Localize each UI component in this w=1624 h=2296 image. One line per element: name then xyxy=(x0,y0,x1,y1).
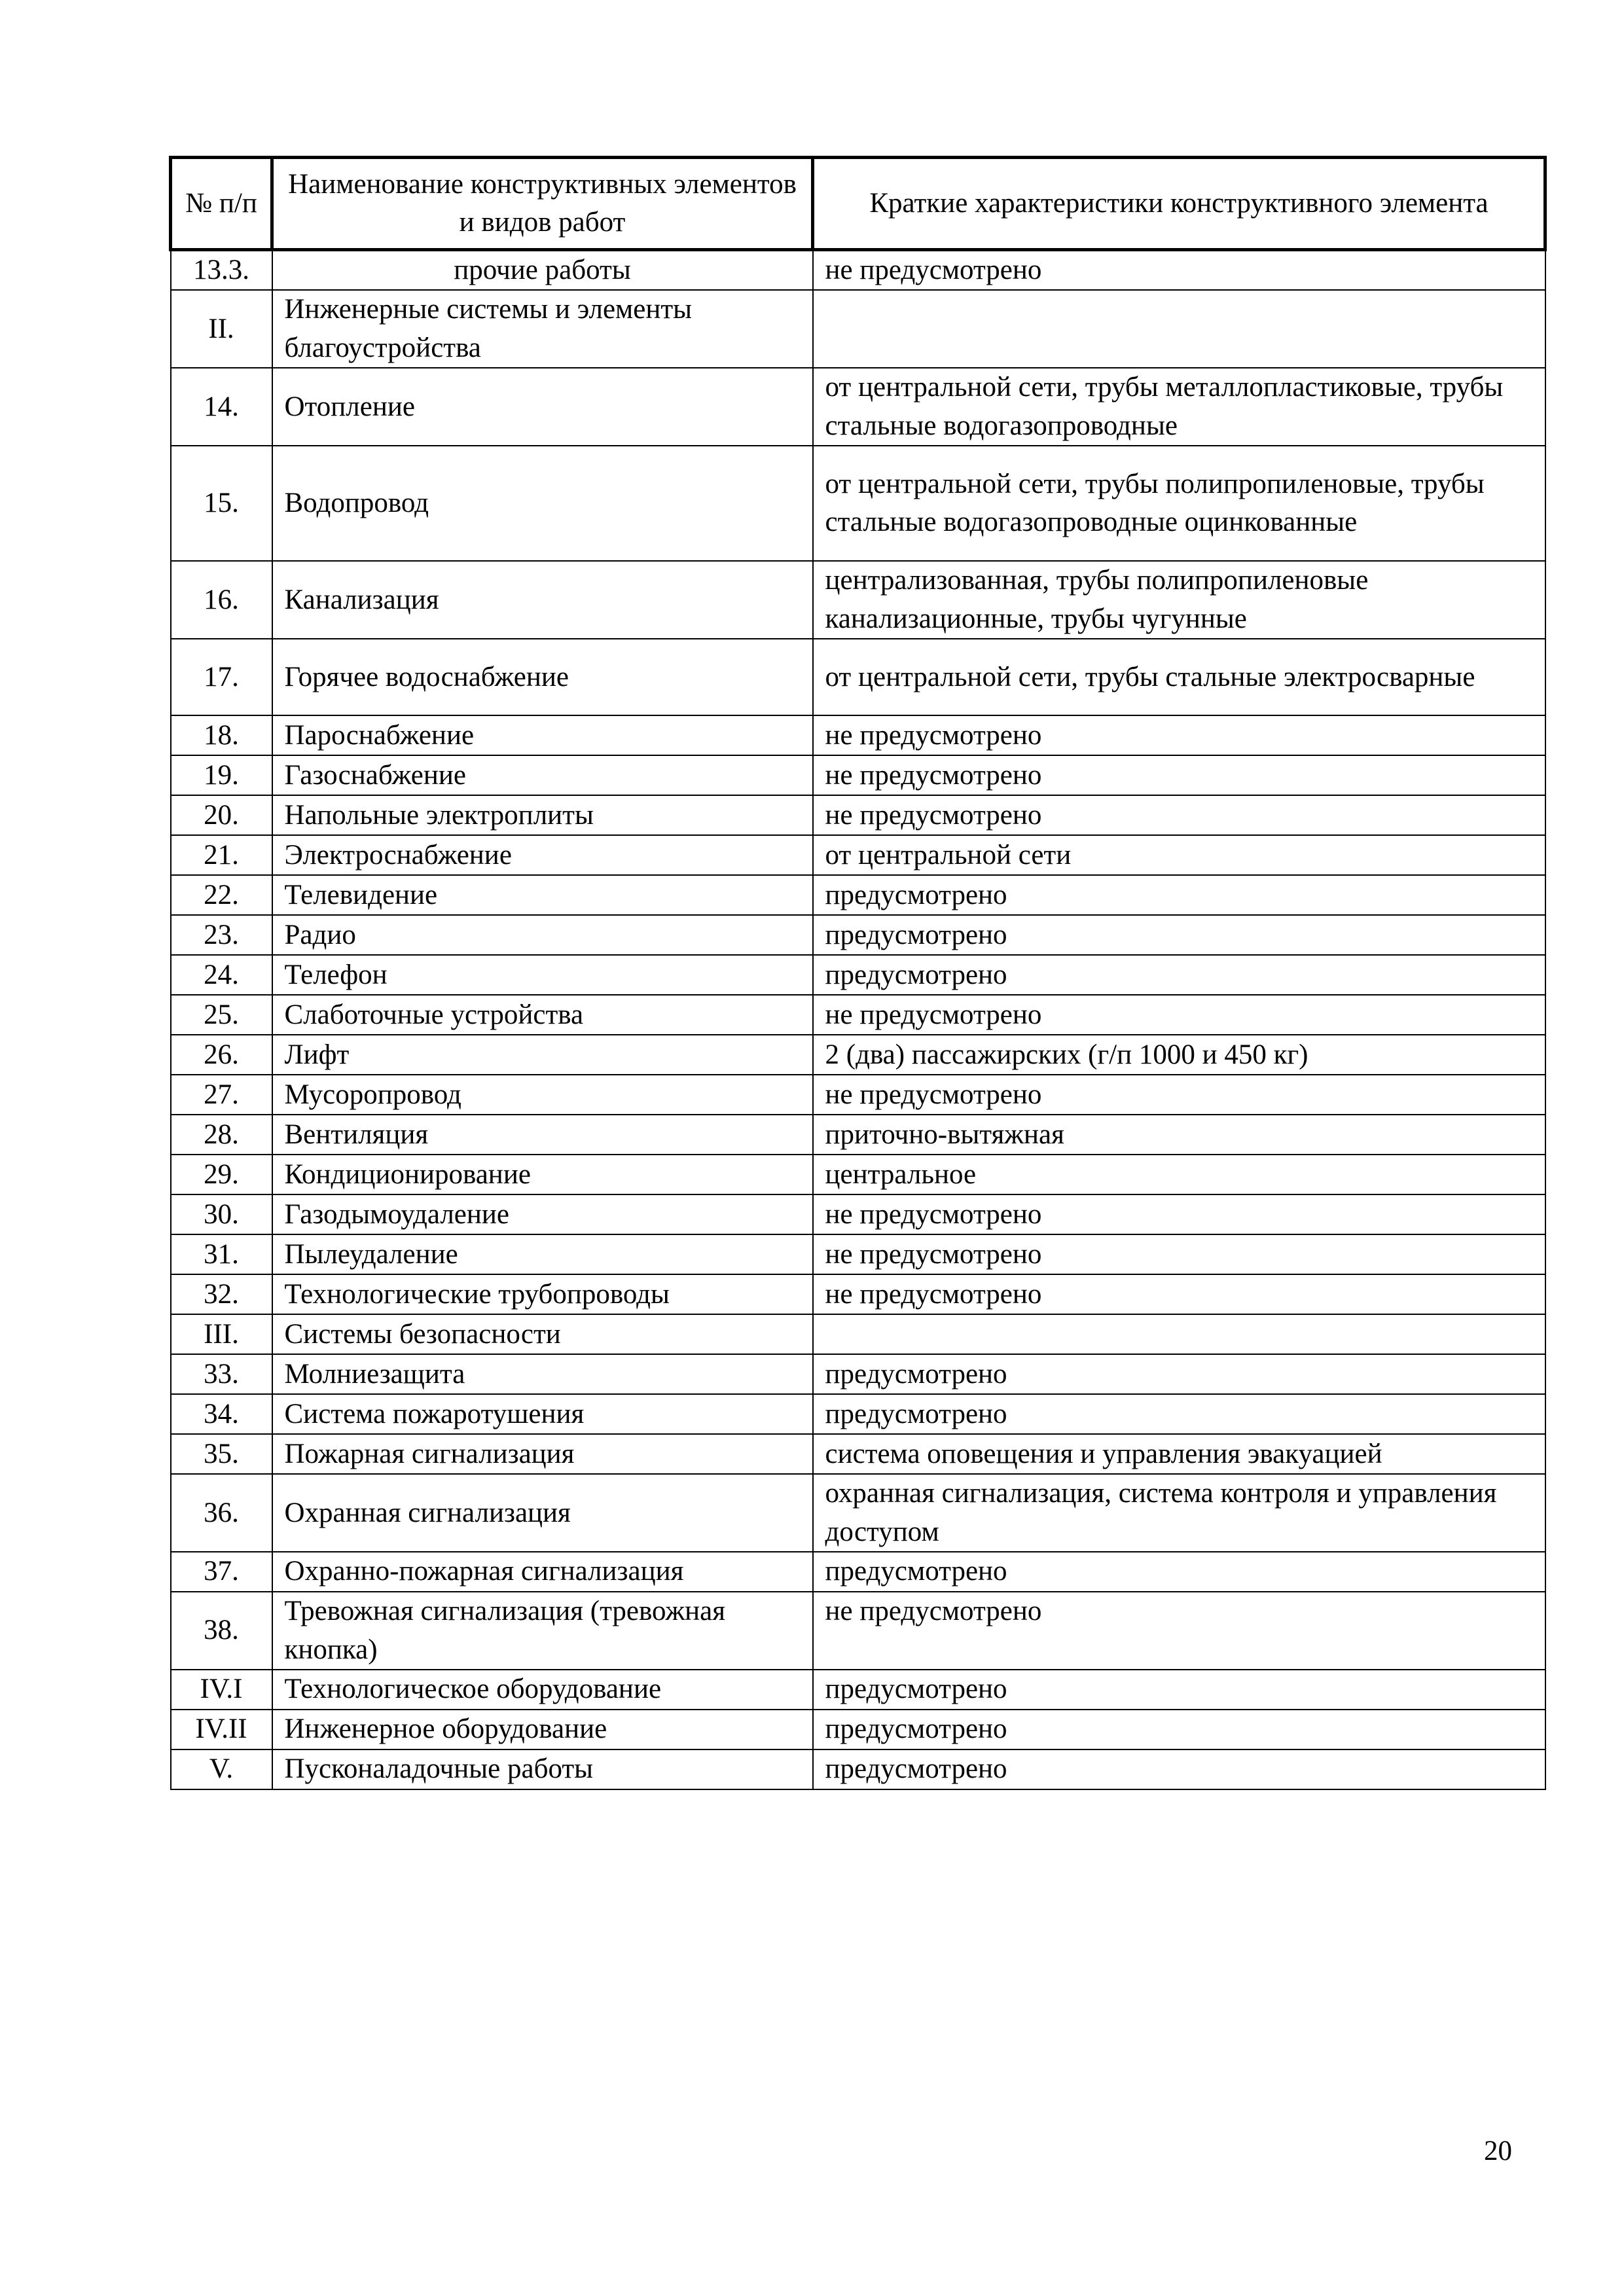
row-description xyxy=(813,1314,1545,1354)
row-number: 37. xyxy=(171,1552,272,1592)
row-description: централизованная, трубы полипропиленовые канализационные, трубы чугунные xyxy=(813,561,1545,639)
row-description: от центральной сети, трубы полипропиленовые, трубы стальные водогазопроводные оцинкованные xyxy=(813,446,1545,561)
row-name: Охранная сигнализация xyxy=(272,1474,813,1552)
row-number: 17. xyxy=(171,639,272,715)
table-row xyxy=(171,1035,1545,1075)
row-description: не предусмотрено xyxy=(813,755,1545,795)
row-name: Напольные электроплиты xyxy=(272,795,813,835)
row-number: II. xyxy=(171,290,272,368)
table-row xyxy=(171,1474,1545,1552)
section-row xyxy=(171,1670,1545,1710)
row-number: 34. xyxy=(171,1394,272,1434)
row-number: 20. xyxy=(171,795,272,835)
row-number: 21. xyxy=(171,835,272,875)
row-number: 16. xyxy=(171,561,272,639)
table-row xyxy=(171,1592,1545,1670)
row-description: не предусмотрено xyxy=(813,1274,1545,1314)
section-row xyxy=(171,1710,1545,1749)
row-description: предусмотрено xyxy=(813,1552,1545,1592)
row-description: предусмотрено xyxy=(813,1394,1545,1434)
row-name: Технологическое оборудование xyxy=(272,1670,813,1710)
row-number: 15. xyxy=(171,446,272,561)
table-row xyxy=(171,875,1545,915)
row-description: не предусмотрено xyxy=(813,1075,1545,1115)
row-number: 31. xyxy=(171,1234,272,1274)
row-name: Пожарная сигнализация xyxy=(272,1434,813,1474)
row-number: 26. xyxy=(171,1035,272,1075)
row-number: IV.II xyxy=(171,1710,272,1749)
row-number: 36. xyxy=(171,1474,272,1552)
row-number: 29. xyxy=(171,1155,272,1194)
row-description: не предусмотрено xyxy=(813,1592,1545,1670)
row-name: Системы безопасности xyxy=(272,1314,813,1354)
row-name: Отопление xyxy=(272,368,813,446)
row-name: Водопровод xyxy=(272,446,813,561)
row-name: Вентиляция xyxy=(272,1115,813,1155)
row-number: 35. xyxy=(171,1434,272,1474)
row-number: 30. xyxy=(171,1194,272,1234)
header-name: Наименование конструктивных элементов и видов работ xyxy=(272,158,813,250)
table-row xyxy=(171,1434,1545,1474)
section-row xyxy=(171,1749,1545,1789)
section-row xyxy=(171,1314,1545,1354)
row-name: Тревожная сигнализация (тревожная кнопка) xyxy=(272,1592,813,1670)
table-row xyxy=(171,1354,1545,1394)
table-row xyxy=(171,1155,1545,1194)
table-row xyxy=(171,446,1545,561)
row-name: Система пожаротушения xyxy=(272,1394,813,1434)
row-number: 38. xyxy=(171,1592,272,1670)
table-row xyxy=(171,755,1545,795)
table-row xyxy=(171,1274,1545,1314)
row-description xyxy=(813,290,1545,368)
row-number: 25. xyxy=(171,995,272,1035)
row-description: предусмотрено xyxy=(813,955,1545,995)
page-number: 20 xyxy=(1484,2136,1512,2166)
row-description: не предусмотрено xyxy=(813,1194,1545,1234)
table-row xyxy=(171,1194,1545,1234)
row-name: Инженерное оборудование xyxy=(272,1710,813,1749)
table-row xyxy=(171,1394,1545,1434)
row-name: прочие работы xyxy=(272,250,813,291)
row-name: Пылеудаление xyxy=(272,1234,813,1274)
row-number: 13.3. xyxy=(171,250,272,291)
table-row xyxy=(171,835,1545,875)
row-description: не предусмотрено xyxy=(813,995,1545,1035)
section-row xyxy=(171,290,1545,368)
specification-table xyxy=(169,156,1547,1790)
row-name: Слаботочные устройства xyxy=(272,995,813,1035)
row-number: V. xyxy=(171,1749,272,1789)
row-name: Кондиционирование xyxy=(272,1155,813,1194)
table-row xyxy=(171,1552,1545,1592)
row-description: предусмотрено xyxy=(813,1354,1545,1394)
row-number: 18. xyxy=(171,715,272,755)
table-row xyxy=(171,1115,1545,1155)
row-name: Лифт xyxy=(272,1035,813,1075)
row-number: 22. xyxy=(171,875,272,915)
row-number: III. xyxy=(171,1314,272,1354)
row-description: не предусмотрено xyxy=(813,1234,1545,1274)
row-number: 24. xyxy=(171,955,272,995)
row-number: 23. xyxy=(171,915,272,955)
row-description: 2 (два) пассажирских (г/п 1000 и 450 кг) xyxy=(813,1035,1545,1075)
row-name: Молниезащита xyxy=(272,1354,813,1394)
row-name: Канализация xyxy=(272,561,813,639)
table-row xyxy=(171,955,1545,995)
row-number: 27. xyxy=(171,1075,272,1115)
header-description: Краткие характеристики конструктивного элемента xyxy=(813,158,1545,250)
row-name: Электроснабжение xyxy=(272,835,813,875)
row-name: Охранно-пожарная сигнализация xyxy=(272,1552,813,1592)
row-name: Мусоропровод xyxy=(272,1075,813,1115)
table-row xyxy=(171,915,1545,955)
row-description: охранная сигнализация, система контроля и управления доступом xyxy=(813,1474,1545,1552)
row-name: Радио xyxy=(272,915,813,955)
row-name: Инженерные системы и элементы благоустройства xyxy=(272,290,813,368)
table-row xyxy=(171,1075,1545,1115)
row-number: 28. xyxy=(171,1115,272,1155)
table-row xyxy=(171,368,1545,446)
row-name: Газодымоудаление xyxy=(272,1194,813,1234)
table-row xyxy=(171,715,1545,755)
row-name: Пароснабжение xyxy=(272,715,813,755)
row-description: предусмотрено xyxy=(813,1670,1545,1710)
row-name: Телевидение xyxy=(272,875,813,915)
table-header-row xyxy=(171,158,1545,250)
header-number: № п/п xyxy=(171,158,272,250)
table-row xyxy=(171,1234,1545,1274)
row-description: система оповещения и управления эвакуацией xyxy=(813,1434,1545,1474)
row-description: не предусмотрено xyxy=(813,250,1545,291)
row-description: от центральной сети xyxy=(813,835,1545,875)
row-description: не предусмотрено xyxy=(813,795,1545,835)
row-description: центральное xyxy=(813,1155,1545,1194)
row-description: предусмотрено xyxy=(813,1749,1545,1789)
row-name: Газоснабжение xyxy=(272,755,813,795)
table-row xyxy=(171,561,1545,639)
row-description: от центральной сети, трубы металлопластиковые, трубы стальные водогазопроводные xyxy=(813,368,1545,446)
row-number: 19. xyxy=(171,755,272,795)
table-row xyxy=(171,995,1545,1035)
row-name: Пусконаладочные работы xyxy=(272,1749,813,1789)
row-number: 33. xyxy=(171,1354,272,1394)
row-description: от центральной сети, трубы стальные электросварные xyxy=(813,639,1545,715)
table-row xyxy=(171,639,1545,715)
row-description: предусмотрено xyxy=(813,1710,1545,1749)
row-description: предусмотрено xyxy=(813,875,1545,915)
row-description: приточно-вытяжная xyxy=(813,1115,1545,1155)
row-description: не предусмотрено xyxy=(813,715,1545,755)
row-number: IV.I xyxy=(171,1670,272,1710)
row-name: Горячее водоснабжение xyxy=(272,639,813,715)
table-row xyxy=(171,795,1545,835)
table-row xyxy=(171,250,1545,291)
row-number: 32. xyxy=(171,1274,272,1314)
row-name: Технологические трубопроводы xyxy=(272,1274,813,1314)
row-name: Телефон xyxy=(272,955,813,995)
row-description: предусмотрено xyxy=(813,915,1545,955)
row-number: 14. xyxy=(171,368,272,446)
